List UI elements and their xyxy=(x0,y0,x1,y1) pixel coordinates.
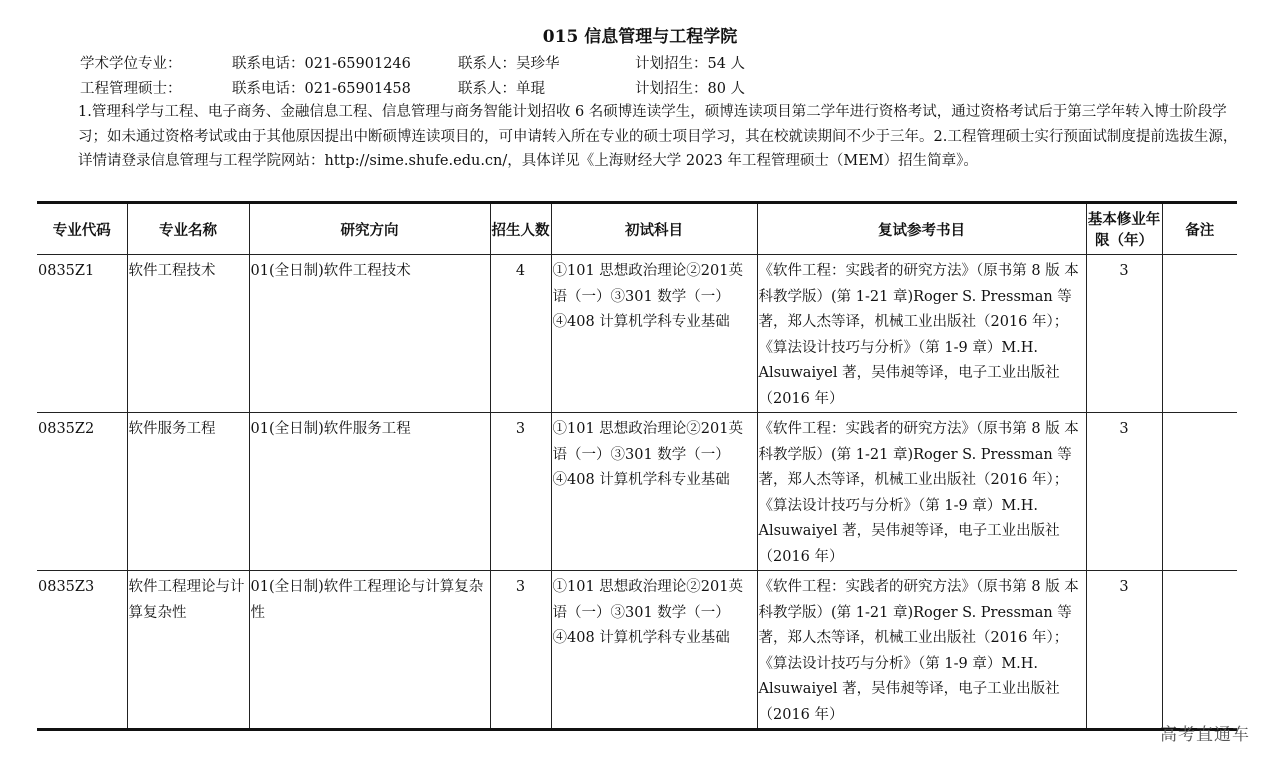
header-code: 专业代码 xyxy=(37,203,127,255)
header-direction: 研究方向 xyxy=(249,203,490,255)
header-remarks: 备注 xyxy=(1162,203,1237,255)
cell-years: 3 xyxy=(1086,571,1162,730)
cell-years: 3 xyxy=(1086,413,1162,571)
info-plan: 计划招生：80 人 xyxy=(635,81,746,97)
cell-name: 软件服务工程 xyxy=(127,413,249,571)
cell-code: 0835Z3 xyxy=(37,571,127,730)
cell-quota: 3 xyxy=(490,413,551,571)
table-row xyxy=(37,255,1237,413)
table-row xyxy=(37,571,1237,730)
info-phone: 联系电话：021-65901458 xyxy=(232,81,411,97)
cell-quota: 3 xyxy=(490,571,551,730)
header-name: 专业名称 xyxy=(127,203,249,255)
table-header-row xyxy=(37,203,1237,255)
cell-exam: ①101 思想政治理论②201英语（一）③301 数学（一）④408 计算机学科专业基础 xyxy=(551,571,757,730)
header-years: 基本修业年限（年） xyxy=(1086,203,1162,255)
info-phone: 联系电话：021-65901246 xyxy=(232,56,411,72)
cell-books: 《软件工程：实践者的研究方法》（原书第 8 版 本科教学版）(第 1-21 章)Roger S. Pressman 等著，郑人杰等译，机械工业出版社（2016 年）；《算法设计技巧与分析》（第 1-9 章）M.H. Alsuwaiyel 著，吴伟昶等译，电子工业出版社（2016 年） xyxy=(757,413,1086,571)
header-quota: 招生人数 xyxy=(490,203,551,255)
watermark-text: 高考直通车 xyxy=(1160,725,1250,745)
info-major: 学术学位专业： xyxy=(80,56,182,72)
programs-table xyxy=(37,201,1237,731)
cell-remarks xyxy=(1162,571,1237,730)
header-books: 复试参考书目 xyxy=(757,203,1086,255)
cell-exam: ①101 思想政治理论②201英语（一）③301 数学（一）④408 计算机学科专业基础 xyxy=(551,413,757,571)
cell-direction: 01(全日制)软件工程理论与计算复杂性 xyxy=(249,571,490,730)
table-row xyxy=(37,413,1237,571)
info-plan: 计划招生：54 人 xyxy=(635,56,746,72)
cell-code: 0835Z2 xyxy=(37,413,127,571)
info-contact: 联系人：单琨 xyxy=(458,81,545,97)
cell-name: 软件工程技术 xyxy=(127,255,249,413)
cell-direction: 01(全日制)软件服务工程 xyxy=(249,413,490,571)
cell-books: 《软件工程：实践者的研究方法》（原书第 8 版 本科教学版）(第 1-21 章)Roger S. Pressman 等著，郑人杰等译，机械工业出版社（2016 年）；《算法设计技巧与分析》（第 1-9 章）M.H. Alsuwaiyel 著，吴伟昶等译，电子工业出版社（2016 年） xyxy=(757,571,1086,730)
cell-remarks xyxy=(1162,255,1237,413)
cell-books: 《软件工程：实践者的研究方法》（原书第 8 版 本科教学版）(第 1-21 章)Roger S. Pressman 等著，郑人杰等译，机械工业出版社（2016 年）；《算法设计技巧与分析》（第 1-9 章）M.H. Alsuwaiyel 著，吴伟昶等译，电子工业出版社（2016 年） xyxy=(757,255,1086,413)
cell-years: 3 xyxy=(1086,255,1162,413)
cell-name: 软件工程理论与计算复杂性 xyxy=(127,571,249,730)
cell-code: 0835Z1 xyxy=(37,255,127,413)
cell-remarks xyxy=(1162,413,1237,571)
info-contact: 联系人：吴珍华 xyxy=(458,56,560,72)
cell-quota: 4 xyxy=(490,255,551,413)
cell-exam: ①101 思想政治理论②201英语（一）③301 数学（一）④408 计算机学科专业基础 xyxy=(551,255,757,413)
admission-note: 1.管理科学与工程、电子商务、金融信息工程、信息管理与商务智能计划招收 6 名硕博连读学生，硕博连读项目第二学年进行资格考试，通过资格考试后于第三学年转入博士阶段学习；如未通过资格考试或由于其他原因提出中断硕博连读项目的，可申请转入所在专业的硕士项目学习，其在校就读期间不少于三年。2.工程管理硕士实行预面试制度提前选拔生源，详情请登录信息管理与工程学院网站：http://sime.shufe.edu.cn/，具体详见《上海财经大学 2023 年工程管理硕士（MEM）招生简章》。 xyxy=(78,104,1238,169)
header-exam: 初试科目 xyxy=(551,203,757,255)
cell-direction: 01(全日制)软件工程技术 xyxy=(249,255,490,413)
page-title: 015 信息管理与工程学院 xyxy=(542,27,738,47)
info-major: 工程管理硕士： xyxy=(80,81,182,97)
